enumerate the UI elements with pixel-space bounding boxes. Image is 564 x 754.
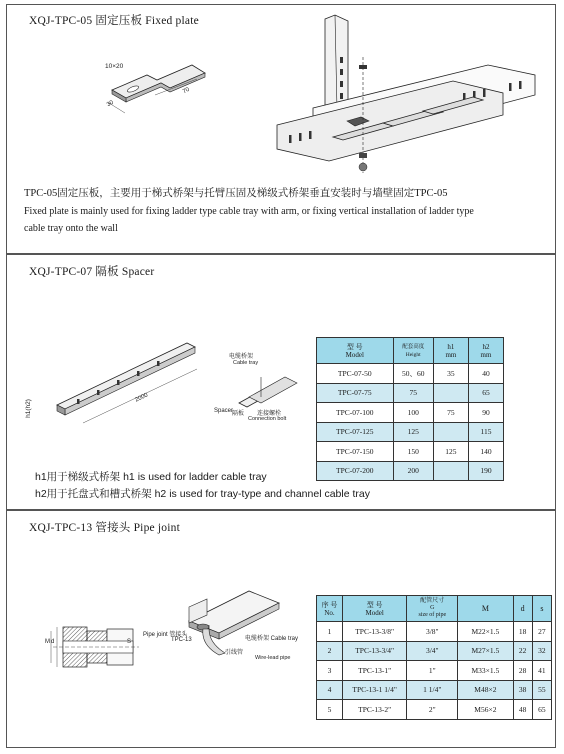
cell-s: 41: [532, 661, 551, 681]
table-row: [317, 383, 504, 403]
fixed-plate-section: [6, 4, 556, 254]
cell-s: 55: [532, 680, 551, 700]
spacer-col-h1-label: h1: [447, 342, 455, 351]
spacer-label-en: Spacer: [214, 408, 234, 414]
table-row: [317, 422, 504, 442]
spacer-col-height: [393, 338, 433, 364]
cell-size: 3/4": [407, 641, 458, 661]
cell-s: 27: [532, 622, 551, 642]
table-row: [317, 403, 504, 423]
spacer-height-dim: h1(h2): [24, 399, 32, 418]
spacer-cable-tray-cn: 电缆桥架: [229, 354, 254, 360]
cell-h2: 90: [468, 403, 503, 423]
fixed-plate-desc-en-2: cable tray onto the wall: [24, 223, 118, 234]
pipe-col-no-en: No.: [324, 608, 335, 617]
pipe-joint-drawing: [43, 619, 143, 675]
spacer-col-h1-unit: mm: [445, 350, 457, 359]
spacer-spec-table: [316, 337, 504, 481]
cell-s: 65: [532, 700, 551, 720]
spacer-col-height-en: Height: [405, 351, 421, 358]
table-row: [317, 442, 504, 462]
cell-m: M27×1.5: [458, 641, 513, 661]
table-row: [317, 661, 552, 681]
cell-no: 4: [317, 680, 343, 700]
cell-model: TPC-13-2": [342, 700, 406, 720]
pipe-joint-section: [6, 510, 556, 748]
pipe-dim-s: S: [127, 639, 132, 645]
cell-size: 1 1/4": [407, 680, 458, 700]
pipe-col-no-cn: 序 号: [321, 600, 338, 609]
spacer-cable-tray-en: Cable tray: [233, 360, 259, 366]
cell-h2: 140: [468, 442, 503, 462]
spacer-note-h2: h2用于托盘式和槽式桥架 h2 is used for tray-type and channel cable tray: [35, 488, 370, 500]
cell-model: TPC-07-100: [317, 403, 394, 423]
cell-h2: 190: [468, 461, 503, 481]
cell-d: 38: [513, 680, 532, 700]
cell-height: 100: [393, 403, 433, 423]
spacer-col-h2: [468, 338, 503, 364]
cell-m: M56×2: [458, 700, 513, 720]
pipe-joint-title: XQJ-TPC-13 管接头 Pipe joint: [29, 522, 180, 534]
cell-no: 2: [317, 641, 343, 661]
pipe-col-size: [407, 596, 458, 622]
cell-d: 48: [513, 700, 532, 720]
pipe-leadpipe-cn: 引线管: [225, 650, 244, 656]
cell-model: TPC-13-3/4": [342, 641, 406, 661]
pipe-col-model-en: Model: [365, 608, 384, 617]
cell-model: TPC-07-50: [317, 364, 394, 384]
cell-no: 5: [317, 700, 343, 720]
cell-size: 2": [407, 700, 458, 720]
pipe-joint-label: Pipe joint 管接头: [143, 632, 188, 638]
spacer-col-h1: [433, 338, 468, 364]
cell-model: TPC-07-200: [317, 461, 394, 481]
cell-height: 50、60: [393, 364, 433, 384]
table-row: [317, 364, 504, 384]
pipe-col-no: [317, 596, 343, 622]
cell-model: TPC-07-125: [317, 422, 394, 442]
pipe-col-size-cn: 配管尺寸: [420, 598, 445, 604]
table-row: [317, 700, 552, 720]
cell-h2: 40: [468, 364, 503, 384]
pipe-col-s-label: s: [540, 603, 544, 613]
pipe-joint-model-label: TPC-13: [171, 637, 192, 643]
cell-m: M48×2: [458, 680, 513, 700]
cell-h1: 75: [433, 403, 468, 423]
cell-h1: [433, 461, 468, 481]
pipe-leadpipe-en: Wire-lead pipe: [255, 655, 291, 661]
cell-height: 200: [393, 461, 433, 481]
cell-d: 22: [513, 641, 532, 661]
plate-width-dim: 30: [105, 99, 115, 109]
cell-h1: 35: [433, 364, 468, 384]
spacer-section: [6, 254, 556, 510]
pipe-cable-tray-label: 电缆桥架 Cable tray: [245, 636, 299, 642]
spacer-col-height-cn: 配套高度: [402, 343, 425, 350]
cell-m: M22×1.5: [458, 622, 513, 642]
fixed-plate-title: XQJ-TPC-05 固定压板 Fixed plate: [29, 15, 199, 27]
cell-model: TPC-13-3/8": [342, 622, 406, 642]
cell-s: 32: [532, 641, 551, 661]
table-row: [317, 641, 552, 661]
fixed-plate-desc-cn: TPC-05固定压板，主要用于梯式桥架与托臂压固及梯级式桥架垂直安装时与墙壁固定TPC-05: [24, 188, 448, 199]
ladder-tray-drawing: [273, 13, 543, 181]
cell-model: TPC-13-1": [342, 661, 406, 681]
plate-slot-dim: 10×20: [105, 63, 124, 70]
pipe-col-m: [458, 596, 513, 622]
spacer-col-model-cn: 型 号: [346, 342, 363, 351]
cell-model: TPC-07-150: [317, 442, 394, 462]
spacer-col-h2-label: h2: [482, 342, 490, 351]
spacer-col-model-en: Model: [345, 350, 364, 359]
cell-d: 28: [513, 661, 532, 681]
cell-no: 3: [317, 661, 343, 681]
cell-height: 125: [393, 422, 433, 442]
plate-length-dim: 70: [181, 86, 191, 96]
spacer-length-dim: 2000: [134, 392, 150, 404]
pipe-dim-d: d: [51, 639, 55, 645]
table-row: [317, 680, 552, 700]
cell-no: 1: [317, 622, 343, 642]
spacer-note-h1: h1用于梯级式桥架 h1 is used for ladder cable tray: [35, 471, 267, 483]
spacer-label-cn: 隔板: [232, 411, 245, 417]
pipe-col-model: [342, 596, 406, 622]
cell-model: TPC-07-75: [317, 383, 394, 403]
cell-model: TPC-13-1 1/4": [342, 680, 406, 700]
cell-h2: 65: [468, 383, 503, 403]
table-row: [317, 622, 552, 642]
pipe-col-size-en: size of pipe: [418, 612, 447, 618]
pipe-col-model-cn: 型 号: [366, 600, 383, 609]
pipe-col-size-g: G: [430, 605, 435, 611]
table-row: [317, 461, 504, 481]
cell-h1: 125: [433, 442, 468, 462]
spacer-drawing: [47, 335, 207, 435]
pipe-col-s: [532, 596, 551, 622]
spacer-col-model: [317, 338, 394, 364]
cell-size: 1": [407, 661, 458, 681]
pipe-col-d: [513, 596, 532, 622]
cell-size: 3/8": [407, 622, 458, 642]
pipe-col-m-label: M: [481, 603, 489, 613]
cell-d: 18: [513, 622, 532, 642]
cell-h1: [433, 383, 468, 403]
cell-m: M33×1.5: [458, 661, 513, 681]
cell-height: 75: [393, 383, 433, 403]
spacer-col-h2-unit: mm: [480, 350, 492, 359]
pipe-col-d-label: d: [520, 603, 525, 613]
pipe-joint-spec-table: [316, 595, 552, 720]
cell-height: 150: [393, 442, 433, 462]
spacer-bolt-en: Connection bolt: [248, 416, 287, 422]
pipe-dim-m: M: [45, 639, 50, 645]
spacer-title: XQJ-TPC-07 隔板 Spacer: [29, 266, 155, 278]
cell-h1: [433, 422, 468, 442]
fixed-plate-desc-en-1: Fixed plate is mainly used for fixing ladder type cable tray with arm, or fixing vertical installation of ladder type: [24, 206, 474, 217]
cell-h2: 115: [468, 422, 503, 442]
spacer-bolt-cn: 连接螺栓: [257, 411, 282, 417]
